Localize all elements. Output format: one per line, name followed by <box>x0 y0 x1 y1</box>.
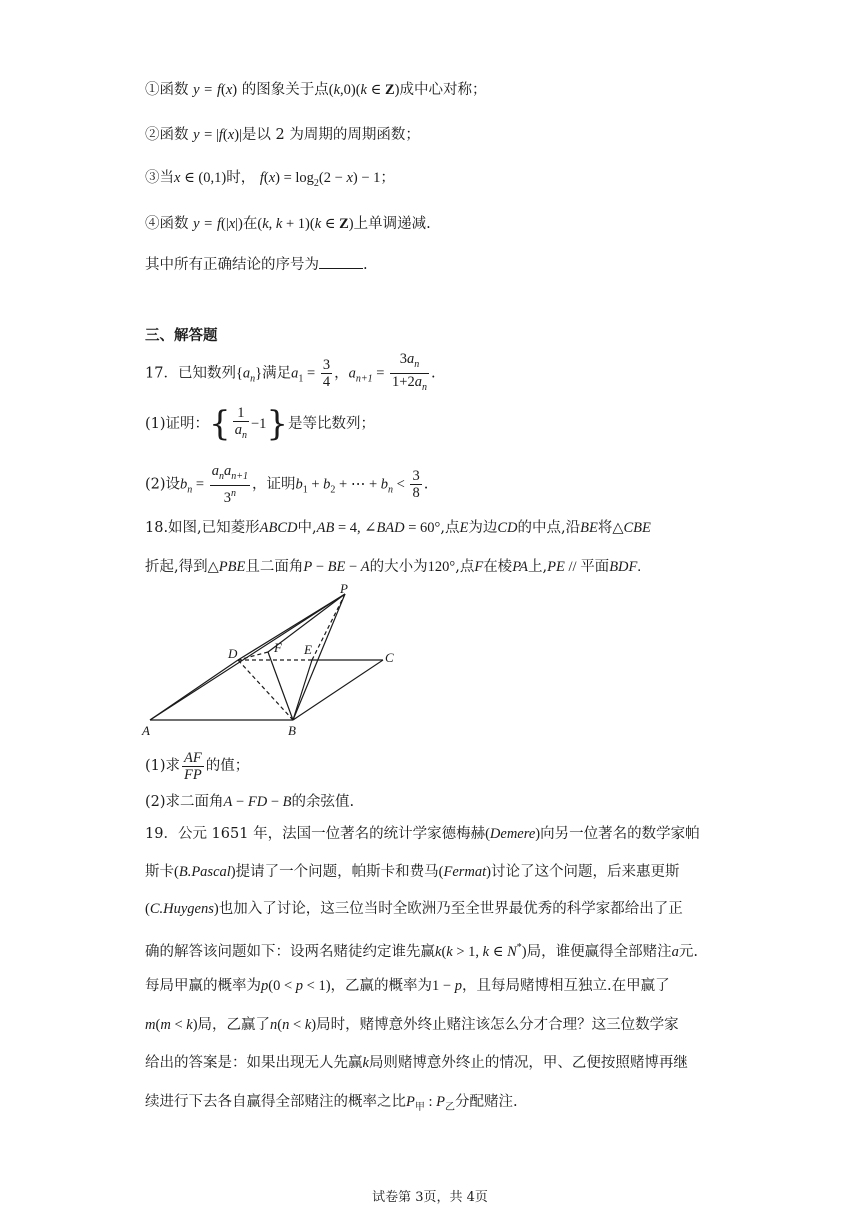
q19-line4: 确的解答该问题如下：设两名赌徒约定谁先赢k(k > 1, k ∈ N*)局，谁便赢得全部赌注a元. <box>145 942 698 960</box>
item-3: ③当x ∈ (0,1)时， $f(x) = \log_2(2 - x) - 1$； <box>145 170 395 189</box>
label-E: E <box>304 642 312 657</box>
conclusion-line: 其中所有正确结论的序号为 . <box>145 254 368 276</box>
q18-line2: 折起,得到△PBE且二面角P − BE − A的大小为120°,点F在棱PA上,PE // 平面BDF. <box>145 559 641 575</box>
q18-line1: 18.如图,已知菱形ABCD中,AB = 4, ∠BAD = 60°,点E为边CD的中点,沿BE将△CBE <box>145 520 651 536</box>
item-4: ④函数 y = f(|x|)在(k, k + 1)(k ∈ Z)上单调递减. <box>145 216 431 232</box>
q17-stem: 17．已知数列$\{a_n\}$满足$a_1$ = $\frac{3}{4}$ ，$a_{n+1}$ = $\frac{3a_n}{1+2a_n}$ . <box>145 351 436 393</box>
label-F: F <box>274 640 282 655</box>
edge-BD-dashed <box>238 660 293 720</box>
item-2: ②函数 y = |f(x)|是以 2 为周期的周期函数； <box>145 127 420 143</box>
label-P: P <box>340 582 348 596</box>
geometry-figure <box>140 582 410 742</box>
edge-BE <box>293 660 312 720</box>
q19-line1: 19．公元 1651 年，法国一位著名的统计学家德梅赫(Demere)向另一位著名的数学家帕 <box>145 826 700 842</box>
q19-line5: 每局甲赢的概率为p(0 < p < 1)，乙赢的概率为1 − p，且每局赌博相互独立.在甲赢了 <box>145 978 670 994</box>
label-B: B <box>288 723 296 738</box>
label-D: D <box>228 646 238 661</box>
item-1: ①函数 y = f(x) 的图象关于点(k,0)(k ∈ Z)成中心对称； <box>145 82 487 98</box>
q19-line2: 斯卡(B.Pascal)提请了一个问题，帕斯卡和费马(Fermat)讨论了这个问题，后来惠更斯 <box>145 864 680 880</box>
label-C: C <box>385 650 394 665</box>
q19-line6: m(m < k)局，乙赢了n(n < k)局时，赌博意外终止赌注该怎么分才合理？这三位数学家 <box>145 1017 679 1033</box>
edge-FB <box>268 652 293 720</box>
q19-line8: 续进行下去各自赢得全部赌注的概率之比$P_甲$ : $P_乙$分配赌注. <box>145 1094 518 1113</box>
section-heading: 三、解答题 <box>145 327 218 344</box>
q18-part1: (1)求 $\frac{AF}{FP}$ 的值； <box>145 749 250 783</box>
edge-BC <box>293 660 383 720</box>
q17-part2: (2)设$b_n$ = $\frac{a_na_{n+1}}{3^n}$ ，证明$b_1 + b_2$ + ⋯ + $b_n$ < $\frac{3}{8}$ . <box>145 463 429 506</box>
q19-line7: 给出的答案是：如果出现无人先赢k局则赌博意外终止的情况，甲、乙便按照赌博再继 <box>145 1055 688 1071</box>
label-A: A <box>142 723 150 738</box>
page-footer: 试卷第 3页，共 4页 <box>372 1190 488 1205</box>
q18-part2: (2)求二面角A − FD − B的余弦值. <box>145 794 355 810</box>
q19-line3: (C.Huygens)也加入了讨论，这三位当时全欧洲乃至全世界最优秀的科学家都给出了正 <box>145 901 683 917</box>
answer-blank <box>319 254 363 269</box>
q17-part1: (1)证明：{ $\frac{1}{a_n}$ −1}是等比数列； <box>145 404 376 444</box>
